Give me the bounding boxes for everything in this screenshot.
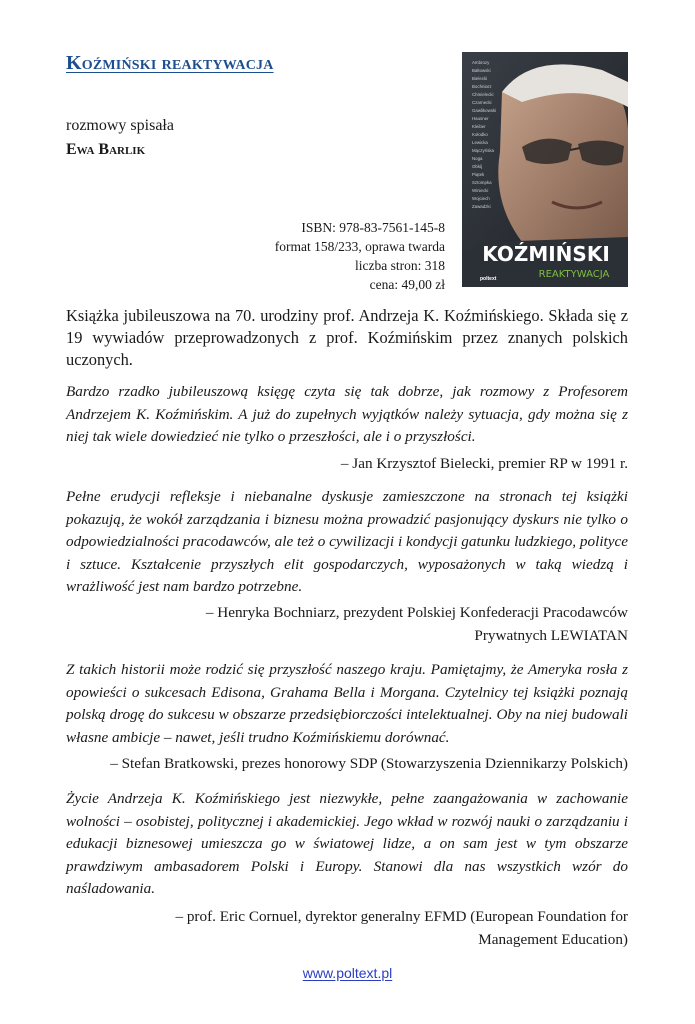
book-details: [275, 218, 445, 294]
svg-text:Noga: Noga: [472, 156, 483, 161]
svg-text:Bałtowski: Bałtowski: [472, 68, 491, 73]
svg-text:Kołodko: Kołodko: [472, 132, 488, 137]
svg-text:Mączyńska: Mączyńska: [472, 148, 494, 153]
svg-text:Bochniarz: Bochniarz: [472, 84, 492, 89]
svg-text:Zawadzki: Zawadzki: [472, 204, 491, 209]
svg-text:Gawlikowski: Gawlikowski: [472, 108, 497, 113]
svg-text:Ambrozy: Ambrozy: [472, 60, 490, 65]
book-title: Koźmiński reaktywacja: [66, 52, 274, 74]
quote-text: Pełne erudycji refleksje i niebanalne dyskusje zamieszczone na stronach tej książki pokazują, że wokół zarządzania i biznesu można prowadzić pasjonujący dyskurs nie tylko o odpowiedzialności pracodawców, ale też o cywilizacji i kondycji gatunku ludzkiego, polityce i sztuce. Kształcenie przyszłych elit gospodarczych, wyposażonych w taką wiedzą i wrażliwość jest nam bardzo potrzebne.: [66, 488, 628, 595]
svg-text:Bielecki: Bielecki: [472, 76, 488, 81]
quote-author: – Jan Krzysztof Bielecki, premier RP w 1991 r.: [340, 455, 628, 472]
svg-text:Piątek: Piątek: [472, 172, 485, 177]
cover-title: KOŹMIŃSKI: [482, 242, 610, 266]
svg-text:Obłój: Obłój: [472, 164, 483, 169]
quote-text: Bardzo rzadko jubileuszową księgę czyta się tak dobrze, jak rozmowy z Profesorem Andrzejem K. Koźmińskim. A już do zupełnych wyjątków należy sytuacja, gdy można się z niej tak wiele dowiedzieć nie tylko o przeszłości, ale i o przyszłości.: [66, 383, 628, 445]
author-name: Ewa Barlik: [66, 141, 146, 158]
svg-text:Hausner: Hausner: [472, 116, 489, 121]
quote-author: – Stefan Bratkowski, prezes honorowy SDP (Stowarzyszenia Dziennikarzy Polskich): [110, 755, 628, 772]
svg-text:Sztompka: Sztompka: [472, 180, 492, 185]
quote-text: Życie Andrzeja K. Koźmińskiego jest niezwykłe, pełne zaangażowania w zachowanie wolności – osobistej, politycznej i akademickiej. Jego wkład w rozwój nauki o zarządzaniu i edukacji biznesowej umieszcza go w światowej lidze, a on sam jest w tym obszarze prawdziwym ambasadorem Polski i Europy. Stanowi dla nas wszystkich wzór do naśladowania.: [66, 790, 628, 897]
price: cena: 49,00 zł: [369, 277, 445, 292]
book-description: Książka jubileuszowa na 70. urodziny prof. Andrzeja K. Koźmińskiego. Składa się z 19 wywiadów przeprowadzonych z prof. Koźmińskim przez znanych polskich uczonych.: [66, 306, 628, 369]
page-count: liczba stron: 318: [355, 258, 445, 273]
quote-text: Z takich historii może rodzić się przyszłość naszego kraju. Pamiętajmy, że Ameryka rosła z opowieści o sukcesach Edisona, Grahama Bella i Morgana. Czytelnicy tej książki poznają polską drogę do sukcesu w obszarze przedsiębiorczości intelektualnej. Oby na niej budowali własne ambicje – nawet, jeśli trudno Koźmińskiemu dorównać.: [66, 661, 628, 746]
cover-publisher: poltext: [480, 276, 497, 282]
quote-author: – Henryka Bochniarz, prezydent Polskiej Konfederacji Pracodawców Prywatnych LEWIATAN: [205, 604, 628, 644]
svg-text:Winiecki: Winiecki: [472, 188, 489, 193]
isbn: ISBN: 978-83-7561-145-8: [301, 220, 445, 235]
svg-text:Chmielecki: Chmielecki: [472, 92, 494, 97]
svg-text:Wojciech: Wojciech: [472, 196, 490, 201]
quote-author: – prof. Eric Cornuel, dyrektor generalny EFMD (European Foundation for Management Education): [175, 908, 628, 948]
website-link[interactable]: www.poltext.pl: [302, 965, 393, 981]
svg-text:Kleiber: Kleiber: [472, 124, 486, 129]
subtitle: rozmowy spisała: [66, 117, 174, 134]
format: format 158/233, oprawa twarda: [274, 239, 445, 254]
book-cover: [462, 52, 628, 287]
cover-subtitle: REAKTYWACJA: [538, 269, 610, 280]
svg-text:Lewicka: Lewicka: [472, 140, 488, 145]
svg-text:Czarnecki: Czarnecki: [472, 100, 492, 105]
